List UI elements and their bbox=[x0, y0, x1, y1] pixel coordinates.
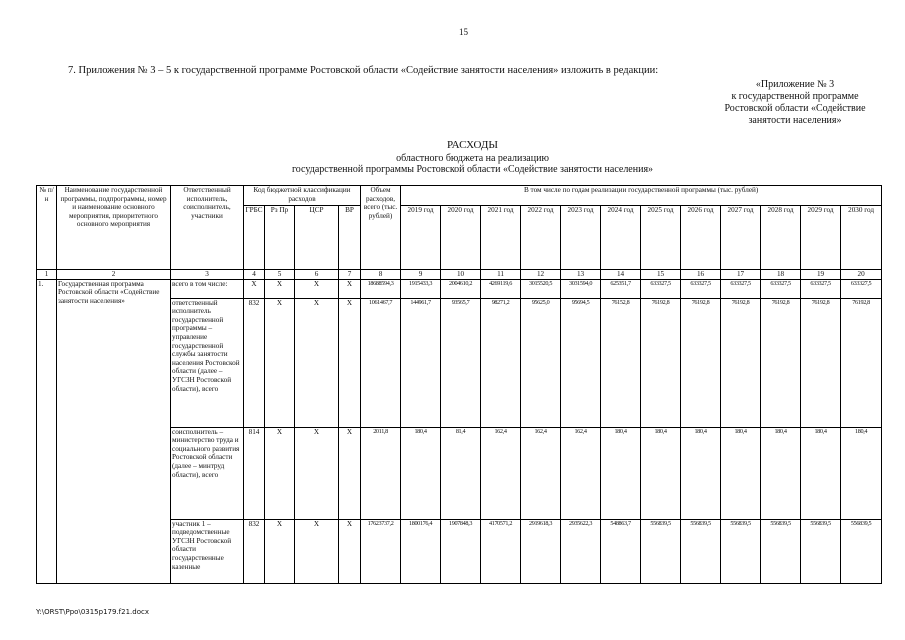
year-cell: 76192,8 bbox=[801, 298, 841, 427]
col-number: 8 bbox=[361, 270, 401, 280]
year-cell: 556839,5 bbox=[841, 519, 882, 583]
col-number: 10 bbox=[441, 270, 481, 280]
vr-cell: Х bbox=[339, 298, 361, 427]
header-year: 2029 год bbox=[801, 206, 841, 270]
col-number: 17 bbox=[721, 270, 761, 280]
year-cell: 4269119,6 bbox=[481, 279, 521, 298]
rzpr-cell: Х bbox=[265, 279, 295, 298]
appendix-line-2: к государственной программе bbox=[731, 91, 859, 102]
col-number: 18 bbox=[761, 270, 801, 280]
col-number: 3 bbox=[171, 270, 244, 280]
col-number: 6 bbox=[295, 270, 339, 280]
grbs-cell: 832 bbox=[244, 519, 265, 583]
col-number: 5 bbox=[265, 270, 295, 280]
header-year: 2026 год bbox=[681, 206, 721, 270]
col-number: 2 bbox=[57, 270, 171, 280]
csr-cell: Х bbox=[295, 298, 339, 427]
col-number: 13 bbox=[561, 270, 601, 280]
participant-cell: участник 1 – подведомственные УГСЗН Ростовской области государственные казенные bbox=[171, 519, 244, 583]
appendix-line-4: занятости населения» bbox=[748, 115, 842, 126]
grbs-cell: Х bbox=[244, 279, 265, 298]
grbs-cell: 832 bbox=[244, 298, 265, 427]
year-cell: 625351,7 bbox=[601, 279, 641, 298]
year-cell: 95694,5 bbox=[561, 298, 601, 427]
header-year: 2028 год bbox=[761, 206, 801, 270]
subtitle-line-2: государственной программы Ростовской области «Содействие занятости населения» bbox=[291, 164, 654, 175]
year-cell: 180,4 bbox=[841, 427, 882, 519]
col-number: 14 bbox=[601, 270, 641, 280]
year-cell: 76192,8 bbox=[841, 298, 882, 427]
year-cell: 556839,5 bbox=[801, 519, 841, 583]
header-year: 2023 год bbox=[561, 206, 601, 270]
year-cell: 180,4 bbox=[761, 427, 801, 519]
csr-cell: Х bbox=[295, 427, 339, 519]
year-cell: 548863,7 bbox=[601, 519, 641, 583]
year-cell: 81,4 bbox=[441, 427, 481, 519]
total-cell: 2011,8 bbox=[361, 427, 401, 519]
col-number: 19 bbox=[801, 270, 841, 280]
year-cell: 1907848,3 bbox=[441, 519, 481, 583]
col-number: 15 bbox=[641, 270, 681, 280]
rzpr-cell: Х bbox=[265, 298, 295, 427]
year-cell: 633327,5 bbox=[801, 279, 841, 298]
header-year: 2021 год bbox=[481, 206, 521, 270]
header-responsible: Ответственный исполнитель, соисполнитель, участники bbox=[171, 186, 244, 270]
year-cell: 556839,5 bbox=[641, 519, 681, 583]
program-name: Государственная программа Ростовской области «Содействие занятости населения» bbox=[57, 279, 171, 583]
col-number: 20 bbox=[841, 270, 882, 280]
col-number: 9 bbox=[401, 270, 441, 280]
grbs-cell: 814 bbox=[244, 427, 265, 519]
year-cell: 180,4 bbox=[721, 427, 761, 519]
appendix-line-3: Ростовской области «Содействие bbox=[724, 103, 866, 114]
document-title: РАСХОДЫ bbox=[446, 139, 499, 151]
year-cell: 180,4 bbox=[681, 427, 721, 519]
csr-cell: Х bbox=[295, 279, 339, 298]
row-number: 1. bbox=[37, 279, 57, 583]
col-number: 7 bbox=[339, 270, 361, 280]
header-rzpr: Рз Пр bbox=[265, 206, 295, 270]
year-cell: 76192,8 bbox=[721, 298, 761, 427]
header-year: 2020 год bbox=[441, 206, 481, 270]
year-cell: 180,4 bbox=[601, 427, 641, 519]
participant-cell: соисполнитель – министерство труда и социального развития Ростовской области (далее – минтруд области), всего bbox=[171, 427, 244, 519]
header-csr: ЦСР bbox=[295, 206, 339, 270]
year-cell: 1915433,3 bbox=[401, 279, 441, 298]
year-cell: 556839,5 bbox=[681, 519, 721, 583]
header-years-group: В том числе по годам реализации государственной программы (тыс. рублей) bbox=[401, 186, 882, 206]
subtitle-line-1: областного бюджета на реализацию bbox=[396, 153, 549, 164]
year-cell: 144961,7 bbox=[401, 298, 441, 427]
appendix-line-1: «Приложение № 3 bbox=[755, 79, 835, 90]
year-cell: 633327,5 bbox=[681, 279, 721, 298]
participant-cell: всего в том числе: bbox=[171, 279, 244, 298]
col-number: 4 bbox=[244, 270, 265, 280]
year-cell: 2004610,2 bbox=[441, 279, 481, 298]
year-cell: 93565,7 bbox=[441, 298, 481, 427]
year-cell: 162,4 bbox=[521, 427, 561, 519]
year-cell: 180,4 bbox=[801, 427, 841, 519]
file-path-footer: Y:\ORST\Ppo\0315p179.f21.docx bbox=[36, 608, 149, 616]
year-cell: 98271,2 bbox=[481, 298, 521, 427]
year-cell: 95625,0 bbox=[521, 298, 561, 427]
rzpr-cell: Х bbox=[265, 427, 295, 519]
year-cell: 3015520,5 bbox=[521, 279, 561, 298]
header-no: № п/н bbox=[37, 186, 57, 270]
vr-cell: Х bbox=[339, 519, 361, 583]
rzpr-cell: Х bbox=[265, 519, 295, 583]
appendix-heading bbox=[690, 79, 900, 127]
header-volume: Объем расходов, всего (тыс. рублей) bbox=[361, 186, 401, 270]
year-cell: 556839,5 bbox=[761, 519, 801, 583]
header-year: 2027 год bbox=[721, 206, 761, 270]
year-cell: 4170571,2 bbox=[481, 519, 521, 583]
table-row bbox=[37, 279, 882, 298]
csr-cell: Х bbox=[295, 519, 339, 583]
vr-cell: Х bbox=[339, 427, 361, 519]
year-cell: 76192,8 bbox=[761, 298, 801, 427]
total-cell: 17623737,2 bbox=[361, 519, 401, 583]
amendment-paragraph: 7. Приложения № 3 – 5 к государственной программе Ростовской области «Содействие занятости населения» изложить в редакции: bbox=[68, 65, 659, 76]
total-cell: 18688594,3 bbox=[361, 279, 401, 298]
col-number: 11 bbox=[481, 270, 521, 280]
year-cell: 556839,5 bbox=[721, 519, 761, 583]
page-number: 15 bbox=[459, 27, 468, 37]
header-year: 2024 год bbox=[601, 206, 641, 270]
year-cell: 76192,8 bbox=[641, 298, 681, 427]
year-cell: 633327,5 bbox=[641, 279, 681, 298]
col-number: 1 bbox=[37, 270, 57, 280]
year-cell: 180,4 bbox=[401, 427, 441, 519]
vr-cell: Х bbox=[339, 279, 361, 298]
year-cell: 76152,8 bbox=[601, 298, 641, 427]
header-code-group: Код бюджетной классификации расходов bbox=[244, 186, 361, 206]
total-cell: 1061467,7 bbox=[361, 298, 401, 427]
year-cell: 162,4 bbox=[561, 427, 601, 519]
year-cell: 76192,8 bbox=[681, 298, 721, 427]
header-name: Наименование государственной программы, подпрограммы, номер и наименование основного мероприятия, приоритетного основного мероприятия bbox=[57, 186, 171, 270]
year-cell: 1800176,4 bbox=[401, 519, 441, 583]
year-cell: 633327,5 bbox=[721, 279, 761, 298]
year-cell: 2919618,3 bbox=[521, 519, 561, 583]
header-year: 2030 год bbox=[841, 206, 882, 270]
col-number: 16 bbox=[681, 270, 721, 280]
col-number: 12 bbox=[521, 270, 561, 280]
header-year: 2022 год bbox=[521, 206, 561, 270]
year-cell: 3031594,0 bbox=[561, 279, 601, 298]
header-year: 2025 год bbox=[641, 206, 681, 270]
year-cell: 633327,5 bbox=[761, 279, 801, 298]
year-cell: 2935622,3 bbox=[561, 519, 601, 583]
participant-cell: ответственный исполнитель государственной программы – управление государственной службы занятости населения Ростовской области (далее – УГСЗН Ростовской области), всего bbox=[171, 298, 244, 427]
header-year: 2019 год bbox=[401, 206, 441, 270]
header-grbs: ГРБС bbox=[244, 206, 265, 270]
year-cell: 162,4 bbox=[481, 427, 521, 519]
column-number-row bbox=[37, 270, 882, 280]
year-cell: 633327,5 bbox=[841, 279, 882, 298]
header-vr: ВР bbox=[339, 206, 361, 270]
expenses-table bbox=[36, 185, 882, 584]
document-subtitle bbox=[0, 153, 905, 175]
year-cell: 180,4 bbox=[641, 427, 681, 519]
